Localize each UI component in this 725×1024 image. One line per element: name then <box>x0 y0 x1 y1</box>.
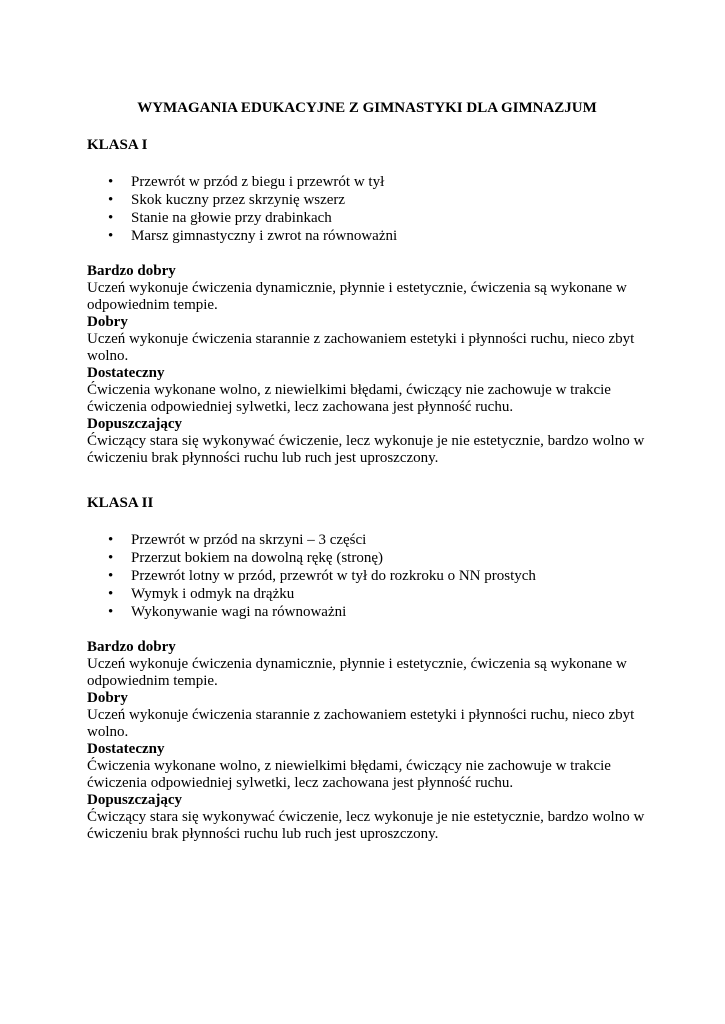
bullet-icon: • <box>108 604 114 620</box>
grade-description-line: Ćwiczący stara się wykonywać ćwiczenie, lecz wykonuje je nie estetycznie, bardzo wolno w <box>87 433 645 449</box>
list-item <box>87 173 647 191</box>
grade-description-line: ćwiczeniu brak płynności ruchu lub ruch jest uproszczony. <box>87 826 439 842</box>
list-item <box>87 585 647 603</box>
exercise-text: Marsz gimnastyczny i zwrot na równoważni <box>131 228 398 244</box>
bullet-icon: • <box>108 192 114 208</box>
list-item <box>87 531 647 549</box>
grade-title: Bardzo dobry <box>87 263 176 279</box>
list-item <box>87 567 647 585</box>
grade-title: Dopuszczający <box>87 792 182 808</box>
grade-description-line: ćwiczenia odpowiedniej sylwetki, lecz zachowana jest płynność ruchu. <box>87 399 514 415</box>
bullet-icon: • <box>108 228 114 244</box>
bullet-icon: • <box>108 568 114 584</box>
list-item <box>87 209 647 227</box>
exercise-text: Przewrót w przód z biegu i przewrót w tył <box>131 174 385 190</box>
grade-title: Bardzo dobry <box>87 639 176 655</box>
exercise-text: Wykonywanie wagi na równoważni <box>131 604 347 620</box>
grade-description-line: Uczeń wykonuje ćwiczenia dynamicznie, płynnie i estetycznie, ćwiczenia są wykonane w <box>87 280 627 296</box>
list-item <box>87 603 647 621</box>
list-item <box>87 549 647 567</box>
document-title: WYMAGANIA EDUKACYJNE Z GIMNASTYKI DLA GIMNAZJUM <box>137 100 597 116</box>
section-heading: KLASA II <box>87 495 154 511</box>
grade-description-line: ćwiczenia odpowiedniej sylwetki, lecz zachowana jest płynność ruchu. <box>87 775 514 791</box>
document-page <box>87 100 647 842</box>
grade-description-line: odpowiednim tempie. <box>87 297 218 313</box>
grade-description-line: ćwiczeniu brak płynności ruchu lub ruch jest uproszczony. <box>87 450 439 466</box>
bullet-icon: • <box>108 586 114 602</box>
grade-description-line: odpowiednim tempie. <box>87 673 218 689</box>
grade-criteria <box>87 263 647 467</box>
grade-title: Dopuszczający <box>87 416 182 432</box>
exercise-text: Przewrót w przód na skrzyni – 3 części <box>131 532 367 548</box>
grade-criteria <box>87 639 647 843</box>
bullet-icon: • <box>108 532 114 548</box>
exercise-text: Skok kuczny przez skrzynię wszerz <box>131 192 346 208</box>
grade-description-line: Uczeń wykonuje ćwiczenia starannie z zachowaniem estetyki i płynności ruchu, nieco zbyt <box>87 331 635 347</box>
grade-title: Dostateczny <box>87 365 165 381</box>
grade-title: Dostateczny <box>87 741 165 757</box>
exercise-text: Stanie na głowie przy drabinkach <box>131 210 332 226</box>
section-heading: KLASA I <box>87 137 148 153</box>
section-klasa-1 <box>87 137 647 467</box>
exercise-list <box>87 531 647 621</box>
grade-description-line: wolno. <box>87 724 129 740</box>
exercise-text: Przerzut bokiem na dowolną rękę (stronę) <box>131 550 383 566</box>
exercise-text: Wymyk i odmyk na drążku <box>131 586 295 602</box>
list-item <box>87 191 647 209</box>
bullet-icon: • <box>108 210 114 226</box>
grade-description-line: Ćwiczenia wykonane wolno, z niewielkimi błędami, ćwiczący nie zachowuje w trakcie <box>87 382 611 398</box>
grade-description-line: wolno. <box>87 348 129 364</box>
grade-description-line: Ćwiczący stara się wykonywać ćwiczenie, lecz wykonuje je nie estetycznie, bardzo wolno w <box>87 809 645 825</box>
grade-description-line: Uczeń wykonuje ćwiczenia starannie z zachowaniem estetyki i płynności ruchu, nieco zbyt <box>87 707 635 723</box>
grade-title: Dobry <box>87 314 128 330</box>
section-klasa-2 <box>87 495 647 843</box>
grade-description-line: Ćwiczenia wykonane wolno, z niewielkimi błędami, ćwiczący nie zachowuje w trakcie <box>87 758 611 774</box>
exercise-text: Przewrót lotny w przód, przewrót w tył do rozkroku o NN prostych <box>131 568 536 584</box>
bullet-icon: • <box>108 174 114 190</box>
grade-title: Dobry <box>87 690 128 706</box>
list-item <box>87 227 647 245</box>
exercise-list <box>87 173 647 245</box>
bullet-icon: • <box>108 550 114 566</box>
grade-description-line: Uczeń wykonuje ćwiczenia dynamicznie, płynnie i estetycznie, ćwiczenia są wykonane w <box>87 656 627 672</box>
